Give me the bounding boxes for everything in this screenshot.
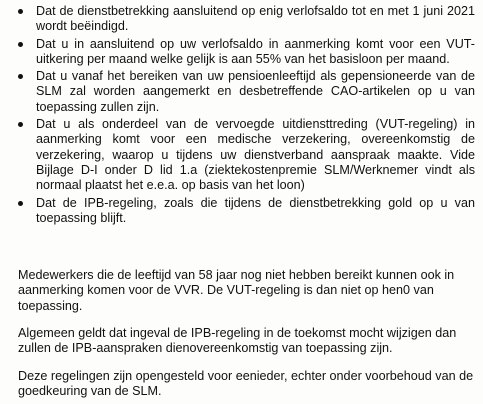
bullet-text: Dat de IPB-regeling, zoals die tijdens de dienstbetrekking gold op u van toepassing blijft. [36, 195, 475, 225]
list-item [0, 69, 483, 115]
list-item [0, 37, 483, 68]
bullet-text: Dat u vanaf het bereiken van uw pensioenleeftijd als gepensioneerde van de SLM zal worden aangemerkt en desbetreffende CAO-artikelen op u van toepassing zullen zijn. [36, 69, 475, 114]
bullet-icon [18, 201, 23, 206]
bullet-text: Dat u in aansluitend op uw verlofsaldo in aanmerking komt voor een VUT-uitkering per maand welke gelijk is aan 55% van het basisloon per maand. [36, 36, 475, 66]
list-item [0, 196, 483, 227]
paragraph-approval: Deze regelingen zijn opengesteld voor eenieder, echter onder voorbehoud van de goedkeuring van de SLM. [18, 369, 474, 399]
paragraph-younger-employees: Medewerkers die de leeftijd van 58 jaar nog niet hebben bereikt kunnen ook in aanmerking komen voor de VVR. De VUT-regeling is dan niet op hen0 van toepassing. [18, 268, 455, 313]
bullet-icon [18, 74, 23, 79]
list-item [0, 4, 483, 35]
bullet-icon [18, 122, 23, 127]
bullet-icon [18, 9, 23, 14]
bullet-text: Dat u als onderdeel van de vervoegde uitdiensttreding (VUT-regeling) in aanmerking komt voor een medische verzekering, overeenkomstig de verzekering, waarop u tijdens uw dienstverband aanspraak maakte. Vide Bijlage D-I onder D lid 1.a (ziektekostenpremie SLM/Werknemer vindt als normaal plaatst het e.e.a. op basis van het loon) [36, 117, 475, 193]
bullet-list [0, 4, 483, 228]
paragraph-ipb-changes: Algemeen geldt dat ingeval de IPB-regeling in de toekomst mocht wijzigen dan zullen de IPB-aanspraken dienovereenkomstig van toepassing zijn. [18, 326, 457, 356]
list-item [0, 117, 483, 193]
bullet-text: Dat de dienstbetrekking aansluitend op enig verlofsaldo tot en met 1 juni 2021 wordt beëindigd. [36, 4, 475, 34]
bullet-icon [18, 42, 23, 47]
